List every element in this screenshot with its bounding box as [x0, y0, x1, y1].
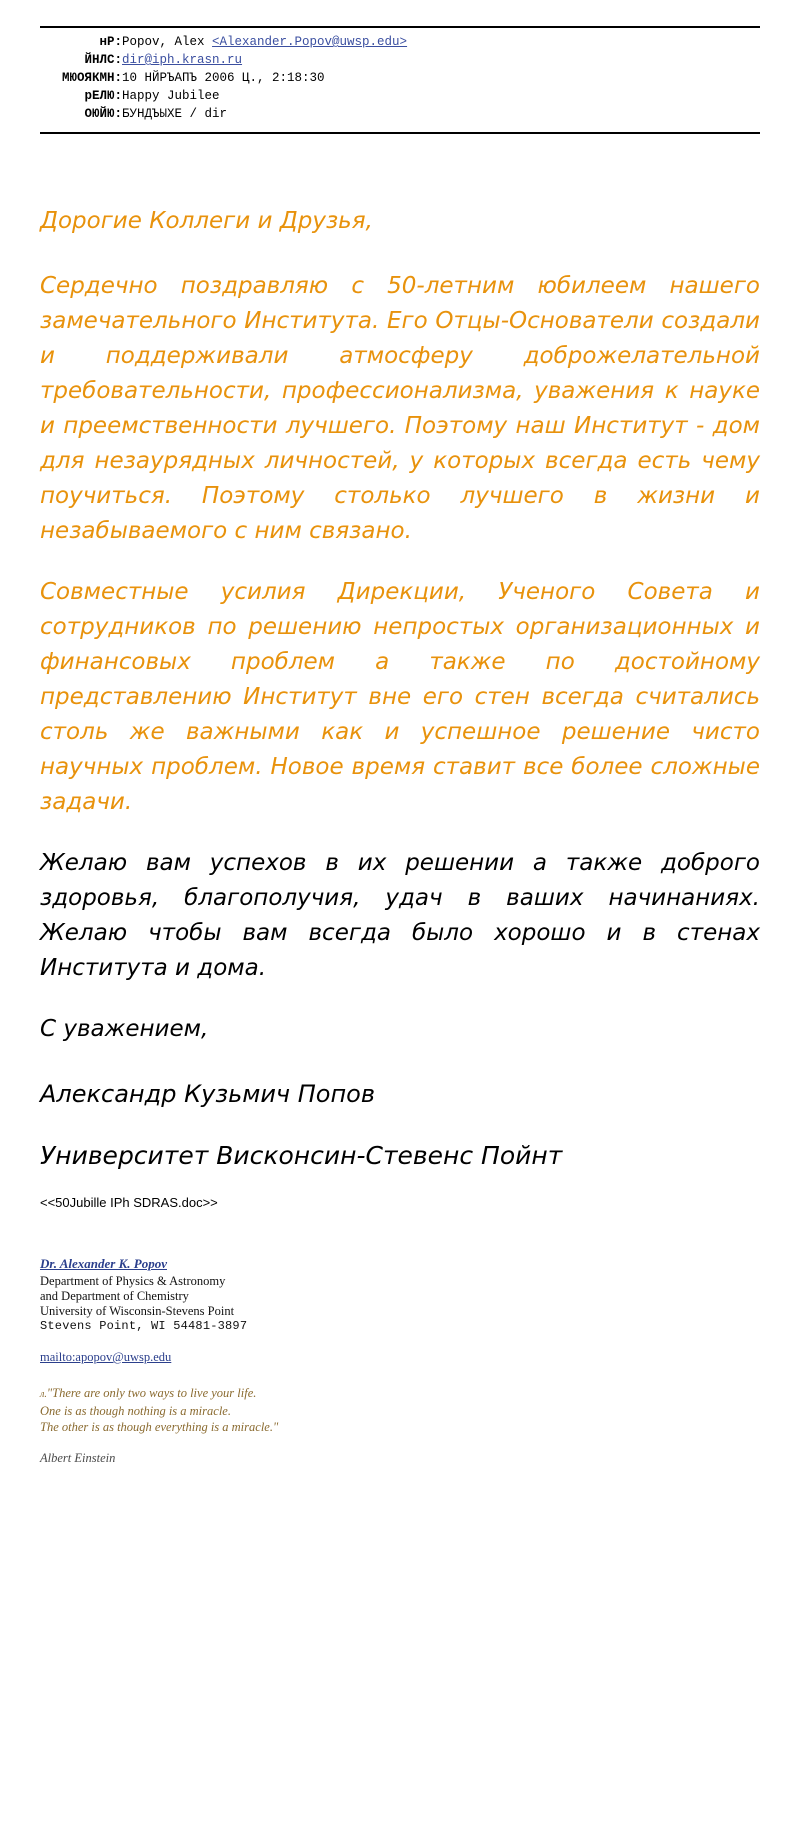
header-value-from	[122, 34, 407, 52]
from-name: Popov, Alex	[122, 35, 213, 49]
quote-line-3: The other is as though everything is a miracle."	[40, 1420, 279, 1434]
quote-line-1	[40, 1385, 760, 1403]
header-label-to: ЙНЛС:	[84, 53, 123, 67]
header-value-date: 10 НЙРЪАПЪ 2006 Ц., 2:18:30	[122, 71, 325, 85]
to-email-link[interactable]: dir@iph.krasn.ru	[122, 53, 243, 67]
header-row-attachment	[62, 106, 407, 124]
quote-line-2: One is as though nothing is a miracle.	[40, 1404, 231, 1418]
signature-line-1: Department of Physics & Astronomy	[40, 1274, 226, 1288]
quote-prefix: л.	[40, 1389, 47, 1400]
quote-text-1: "There are only two ways to live your life.	[46, 1386, 257, 1400]
header-label-attachment: ОЮЙЮ:	[84, 107, 123, 121]
signature-line-2: and Department of Chemistry	[40, 1289, 189, 1303]
letter-paragraph-2: Совместные усилия Дирекции, Ученого Совета и сотрудников по решению непростых организационных и финансовых проблем а также по достойному представлению Институт вне его стен всегда считались столь же важными как и успешное решение чисто научных проблем. Новое время ставит все более сложные задачи.	[40, 579, 760, 815]
email-header	[40, 26, 760, 134]
header-value-attachment: БУНДЪЫХЕ / dir	[122, 107, 228, 121]
letter-paragraph-1: Сердечно поздравляю с 50-летним юбилеем нашего замечательного Института. Его Отцы-Основатели создали и поддерживали атмосферу доброжелательной требовательности, профессионализма, уважения к науке и преемственности лучшего. Поэтому наш Институт - дом для незаурядных личностей, у которых всегда есть чему поучиться. Поэтому столько лучшего в жизни и незабываемого с ним связано.	[40, 273, 760, 544]
signature-mailto-link[interactable]: mailto:apopov@uwsp.edu	[40, 1350, 172, 1364]
header-row-subject	[62, 88, 407, 106]
signature-mailto	[40, 1350, 760, 1365]
signature-quote	[40, 1385, 760, 1435]
header-bottom-rule	[40, 132, 760, 134]
header-label-date: МЮОЯКМН:	[62, 71, 123, 85]
signature-block	[40, 1256, 760, 1466]
header-row-to	[62, 52, 407, 70]
signature-line-3: University of Wisconsin-Stevens Point	[40, 1304, 235, 1318]
header-top-rule	[40, 26, 760, 28]
quote-author: Albert Einstein	[40, 1451, 116, 1465]
letter-body	[40, 204, 760, 1466]
letter-closing: С уважением,	[40, 1016, 209, 1042]
header-label-subject: рЕЛЮ:	[84, 89, 123, 103]
header-value-subject: Happy Jubilee	[122, 89, 220, 103]
header-value-to	[122, 52, 407, 70]
attachment-reference[interactable]: <<50Jubille IPh SDRAS.doc>>	[40, 1195, 218, 1210]
signature-name: Dr. Alexander K. Popov	[40, 1256, 167, 1271]
signature-address: Stevens Point, WI 54481-3897	[40, 1319, 248, 1333]
letter-signer-name: Александр Кузьмич Попов	[40, 1080, 375, 1108]
letter-greeting: Дорогие Коллеги и Друзья,	[40, 208, 373, 234]
header-row-date	[62, 70, 407, 88]
email-header-fields	[62, 34, 407, 124]
header-label-from: нР:	[99, 35, 123, 49]
letter-paragraph-3: Желаю вам успехов в их решении а также доброго здоровья, благополучия, удач в ваших начинаниях. Желаю чтобы вам всегда было хорошо и в стенах Института и дома.	[40, 850, 760, 981]
from-email-link[interactable]: <Alexander.Popov@uwsp.edu>	[212, 35, 408, 49]
document-page	[0, 26, 800, 1845]
header-row-from	[62, 34, 407, 52]
letter-signer-affiliation: Университет Висконсин-Стевенс Пойнт	[40, 1141, 563, 1170]
